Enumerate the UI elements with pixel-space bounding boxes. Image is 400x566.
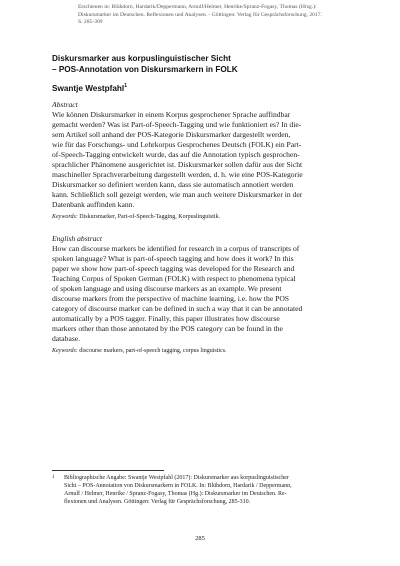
english-keywords: [52, 347, 342, 355]
english-abstract-line: spoken language? What is part-of-speech tagging and how does it work? In this: [52, 254, 294, 263]
abstract-line: maschineller Sprachverarbeitung dargestellt werden, d. h. wie eine POS-Kategorie: [52, 170, 303, 179]
abstract-heading: Abstract: [52, 100, 78, 109]
english-abstract-line: database.: [52, 334, 81, 343]
abstract-section: [52, 100, 342, 221]
publication-note-line: Erschienen in: Blühdorn, Hardarik/Deppermann, Arnulf/Helmer, Henrike/Spranz-Fogasy, Thomas (Hrsg.):: [78, 4, 317, 10]
abstract-line: gemacht werden? Was ist Part-of-Speech-Tagging und wie funktioniert es? In die-: [52, 120, 302, 129]
author-name: Swantje Westpfahl: [52, 84, 125, 93]
page-number: 285: [195, 535, 205, 542]
abstract-line: of-Speech-Tagging entwickelt wurde, das auf die Annotation typisch gesprochen-: [52, 150, 300, 159]
english-abstract-text: [52, 244, 342, 344]
english-abstract-line: automatically by a POS tagger. Finally, this paper illustrates how discourse: [52, 314, 280, 323]
abstract-line: Wie können Diskursmarker in einem Korpus gesprochener Sprache auffindbar: [52, 110, 291, 119]
english-abstract-line: category of discourse marker can be defined in such a way that it can be annotated: [52, 304, 303, 313]
english-abstract-line: of spoken language and using discourse markers as an example. We present: [52, 284, 282, 293]
english-abstract-section: [52, 234, 342, 355]
abstract-text: [52, 110, 342, 210]
english-abstract-line: paper we show how part-of-speech tagging was developed for the Research and: [52, 264, 295, 273]
author: [52, 83, 127, 93]
publication-note-line: S. 285-309: [78, 19, 103, 26]
publication-note: [78, 4, 368, 27]
abstract-keywords: [52, 213, 342, 221]
abstract-line: sem Artikel soll anhand der POS-Kategorie Diskursmarker dargestellt werden,: [52, 130, 291, 139]
title-line: Diskursmarker aus korpuslinguistischer Sicht: [52, 54, 231, 63]
english-abstract-heading: English abstract: [52, 234, 102, 243]
abstract-line: Diskursmarker so definiert werden kann, dass sie automatisch annotiert werden: [52, 180, 294, 189]
footnote-marker: 1: [124, 83, 127, 89]
abstract-line: sprachlicher Phänomene ausgerichtet ist. Diskursmarker sollen dafür aus der Sicht: [52, 160, 303, 169]
footnote-text: [64, 474, 344, 506]
paper-title: [52, 53, 352, 75]
english-abstract-line: markers other than those annotated by the POS category can be found in the: [52, 324, 283, 333]
footnote: [52, 474, 344, 506]
footnote-number: 1: [52, 475, 55, 480]
keywords-value: Diskursmarker, Part-of-Speech-Tagging, Korpuslinguistik.: [79, 214, 221, 220]
footnote-line: Sicht – POS-Annotation von Diskursmarkern in FOLK. In: Blühdorn, Hardarik / Deppermann,: [64, 483, 292, 489]
english-abstract-line: Teaching Corpus of Spoken German (FOLK) with respect to phenomena typical: [52, 274, 296, 283]
footnote-line: flexionen und Analysen. Göttingen: Verlag für Gesprächsforschung, 285-310.: [64, 499, 251, 505]
footnote-line: Arnulf / Helmer, Henrike / Spranz-Fogasy, Thomas (Hg.): Diskursmarker im Deutschen. Re-: [64, 491, 287, 497]
abstract-line: kann. Schließlich soll gezeigt werden, wie man auch weitere Diskursmarker in der: [52, 190, 303, 199]
abstract-line: Datenbank auffinden kann.: [52, 200, 135, 209]
footnote-divider: [52, 470, 164, 471]
keywords-label: Keywords:: [52, 348, 78, 354]
keywords-label: Keywords:: [52, 214, 78, 220]
publication-note-line: Diskursmarker im Deutschen. Reflexionen und Analysen. - Göttingen: Verlag für Gesprächsforschung, 2017.: [78, 11, 322, 18]
subtitle-line: – POS-Annotation von Diskursmarkern in FOLK: [52, 65, 238, 74]
abstract-line: wie für das Forschungs- und Lehrkorpus Gesprochenes Deutsch (FOLK) ein Part-: [52, 140, 302, 149]
english-abstract-line: discourse markers from the perspective of machine learning, i.e. how the POS: [52, 294, 290, 303]
english-abstract-line: How can discourse markers be identified for research in a corpus of transcripts of: [52, 244, 300, 253]
footnote-line: Bibliographische Angabe: Swantje Westpfahl (2017): Diskursmarker aus korpuslinguistischer: [64, 475, 289, 481]
keywords-value: discourse markers, part-of-speech tagging, corpus linguistics.: [79, 348, 227, 354]
